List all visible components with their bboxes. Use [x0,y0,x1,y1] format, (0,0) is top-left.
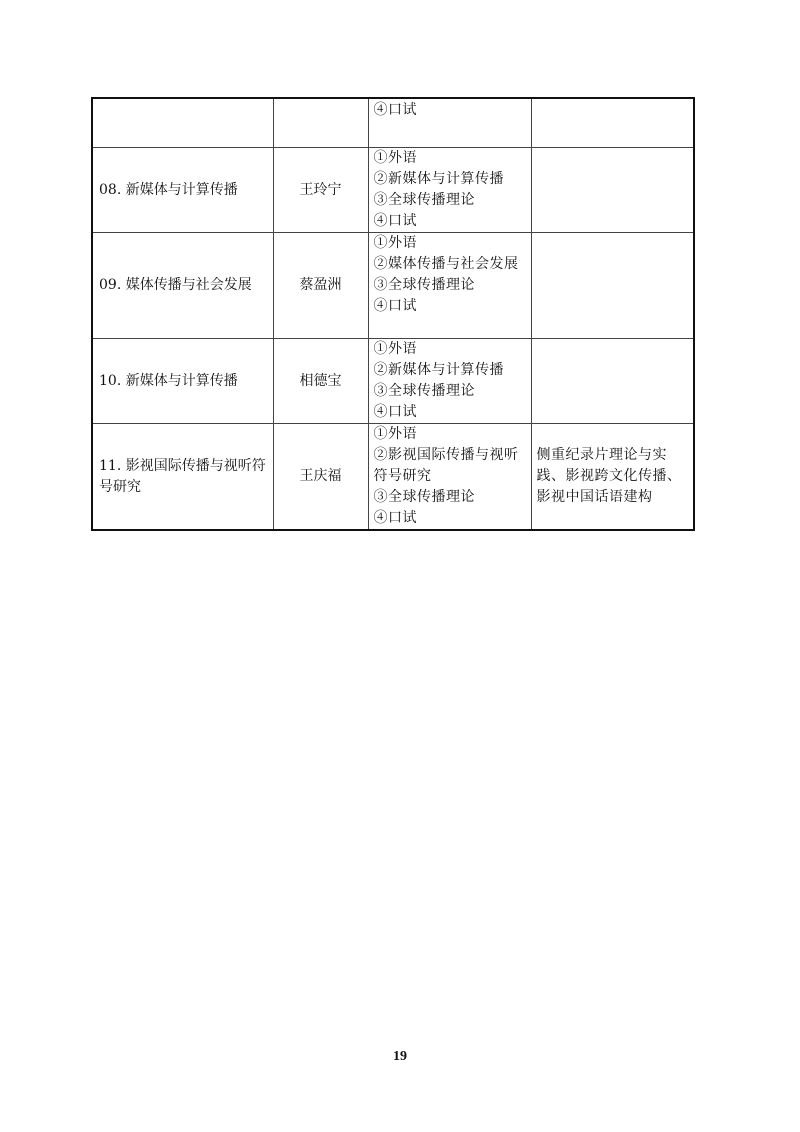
advisor-cell: 王玲宁 [273,148,368,233]
exam-subjects-cell [368,148,531,233]
note-cell [531,233,694,339]
exam-subject: ③全球传播理论 [373,192,475,208]
note-cell: 侧重纪录片理论与实践、影视跨文化传播、影视中国话语建构 [531,424,694,531]
exam-subject: ②影视国际传播与视听符号研究 [373,447,519,484]
exam-subject: ②新媒体与计算传播 [373,362,504,378]
exam-subject: ④口试 [373,102,417,118]
exam-subject: ①外语 [373,235,417,251]
advisor-cell [273,98,368,148]
table-row [92,98,694,148]
note-cell [531,98,694,148]
exam-subject: ①外语 [373,150,417,166]
table-row [92,233,694,339]
direction-cell: 11. 影视国际传播与视听符号研究 [92,424,273,531]
exam-subject: ③全球传播理论 [373,489,475,505]
table-row [92,148,694,233]
page-number: 19 [393,1049,407,1064]
exam-subjects-cell [368,233,531,339]
exam-subject: ④口试 [373,510,417,526]
exam-subjects-cell [368,98,531,148]
direction-cell: 09. 媒体传播与社会发展 [92,233,273,339]
exam-subject: ①外语 [373,341,417,357]
direction-cell: 08. 新媒体与计算传播 [92,148,273,233]
table-row [92,424,694,531]
note-cell [531,339,694,424]
exam-subjects-cell [368,424,531,531]
exam-subject: ①外语 [373,426,417,442]
advisor-cell: 相德宝 [273,339,368,424]
enrollment-table [91,97,695,531]
exam-subject: ④口试 [373,298,417,314]
exam-subject: ③全球传播理论 [373,383,475,399]
exam-subjects-cell [368,339,531,424]
exam-subject: ④口试 [373,213,417,229]
direction-cell: 10. 新媒体与计算传播 [92,339,273,424]
note-cell [531,148,694,233]
advisor-cell: 王庆福 [273,424,368,531]
exam-subject: ③全球传播理论 [373,277,475,293]
direction-cell [92,98,273,148]
exam-subject: ②新媒体与计算传播 [373,171,504,187]
exam-subject: ④口试 [373,404,417,420]
table-row [92,339,694,424]
advisor-cell: 蔡盈洲 [273,233,368,339]
exam-subject: ②媒体传播与社会发展 [373,256,519,272]
